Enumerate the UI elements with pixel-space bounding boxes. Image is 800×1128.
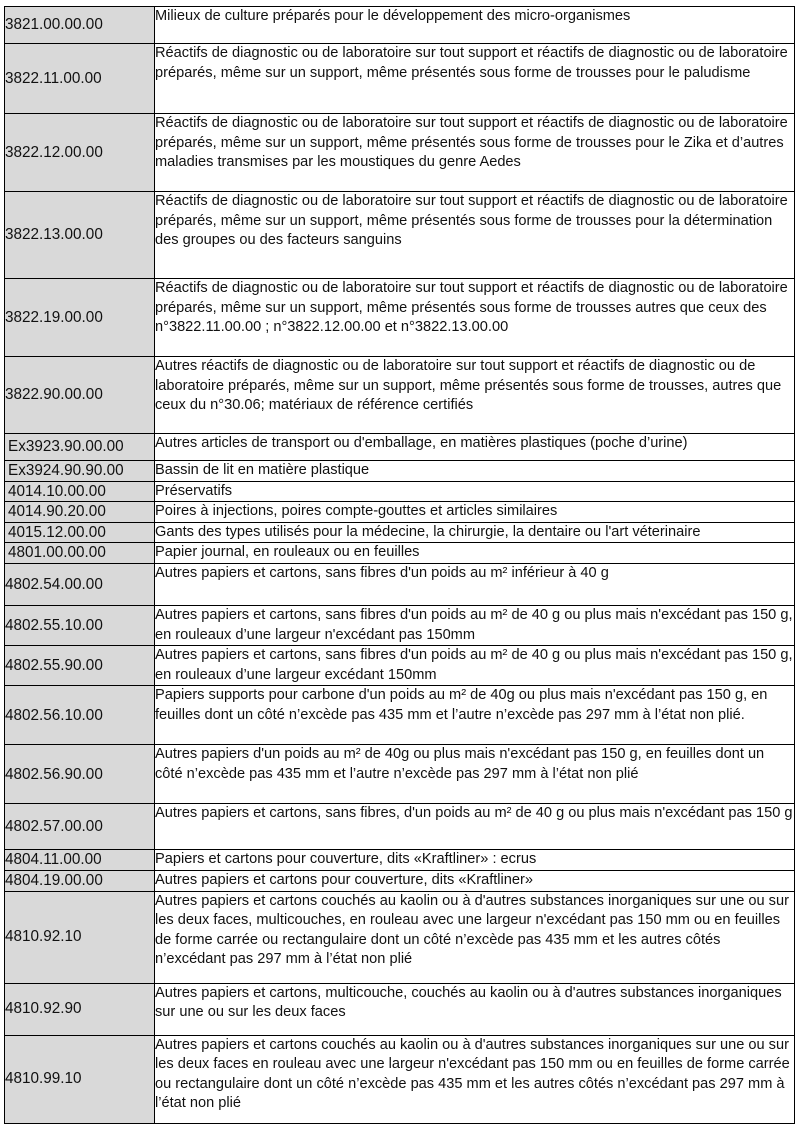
table-row — [5, 522, 795, 543]
tariff-description: Bassin de lit en matière plastique — [155, 461, 795, 482]
table-row — [5, 357, 795, 434]
tariff-description: Autres papiers et cartons, sans fibres d'un poids au m² de 40 g ou plus mais n'excédant pas 150 g, en rouleaux d’une largeur n'excédant pas 150mm — [155, 605, 795, 645]
tariff-description: Réactifs de diagnostic ou de laboratoire sur tout support et réactifs de diagnostic ou de laboratoire préparés, même sur un support, même présentés sous forme de trousses pour le Zika et d’autres maladies transmises par les moustiques du genre Aedes — [155, 114, 795, 192]
table-row — [5, 481, 795, 502]
table-row — [5, 502, 795, 523]
table-row — [5, 804, 795, 850]
tariff-code: 4802.55.10.00 — [5, 605, 155, 645]
tariff-description: Autres papiers et cartons, multicouche, couchés au kaolin ou à d'autres substances inorganiques sur une ou sur les deux faces — [155, 983, 795, 1035]
tariff-description: Autres papiers et cartons, sans fibres d'un poids au m² de 40 g ou plus mais n'excédant pas 150 g, en rouleaux d’une largeur excédant 150mm — [155, 646, 795, 686]
tariff-description: Papiers supports pour carbone d'un poids au m² de 40g ou plus mais n'excédant pas 150 g, en feuilles dont un côté n’excède pas 435 mm et l’autre n’excède pas 297 mm à l’état non plié. — [155, 686, 795, 745]
tariff-description: Réactifs de diagnostic ou de laboratoire sur tout support et réactifs de diagnostic ou de laboratoire préparés, même sur un support, même présentés sous forme de trousses autres que ceux des n°3822.11.00.00 ; n°3822.12.00.00 et n°3822.13.00.00 — [155, 279, 795, 357]
table-row — [5, 114, 795, 192]
tariff-description: Autres papiers et cartons pour couverture, dits «Kraftliner» — [155, 870, 795, 891]
table-row — [5, 605, 795, 645]
table-row — [5, 850, 795, 871]
tariff-description: Réactifs de diagnostic ou de laboratoire sur tout support et réactifs de diagnostic ou de laboratoire préparés, même sur un support, même présentés sous forme de trousses pour la détermination des groupes ou des facteurs sanguins — [155, 192, 795, 279]
tariff-code: 4014.90.20.00 — [5, 502, 155, 523]
table-row — [5, 1035, 795, 1123]
tariff-description: Autres articles de transport ou d'emballage, en matières plastiques (poche d’urine) — [155, 434, 795, 461]
tariff-code: 4804.19.00.00 — [5, 870, 155, 891]
tariff-description: Réactifs de diagnostic ou de laboratoire sur tout support et réactifs de diagnostic ou de laboratoire préparés, même sur un support, même présentés sous forme de trousses pour le paludisme — [155, 44, 795, 114]
table-row — [5, 44, 795, 114]
tariff-code: 4810.92.90 — [5, 983, 155, 1035]
tariff-code: 4802.55.90.00 — [5, 646, 155, 686]
tariff-code: 3822.19.00.00 — [5, 279, 155, 357]
table-row — [5, 745, 795, 804]
tariff-code: 4802.56.90.00 — [5, 745, 155, 804]
tariff-code: 3822.90.00.00 — [5, 357, 155, 434]
tariff-description: Préservatifs — [155, 481, 795, 502]
tariff-description: Poires à injections, poires compte-gouttes et articles similaires — [155, 502, 795, 523]
tariff-description: Autres papiers et cartons couchés au kaolin ou à d'autres substances inorganiques sur une ou sur les deux faces, multicouches, en rouleau avec une largeur n'excédant pas 150 mm ou en feuilles de forme carrée ou rectangulaire dont un côté n’excède pas 435 mm et les autres côtés n’excédant pas 297 mm à l’état non plié — [155, 891, 795, 983]
tariff-code: 3822.13.00.00 — [5, 192, 155, 279]
tariff-description: Autres papiers et cartons, sans fibres d'un poids au m² inférieur à 40 g — [155, 563, 795, 605]
tariff-description: Milieux de culture préparés pour le développement des micro-organismes — [155, 7, 795, 44]
table-row — [5, 192, 795, 279]
tariff-description: Autres réactifs de diagnostic ou de laboratoire sur tout support et réactifs de diagnostic ou de laboratoire préparés, même sur un support, même présentés sous forme de trousses, autres que ceux du n°30.06; matériaux de référence certifiés — [155, 357, 795, 434]
tariff-code: 4804.11.00.00 — [5, 850, 155, 871]
tariff-description: Papier journal, en rouleaux ou en feuilles — [155, 543, 795, 564]
table-row — [5, 7, 795, 44]
tariff-description: Gants des types utilisés pour la médecine, la chirurgie, la dentaire ou l'art véterinaire — [155, 522, 795, 543]
tariff-code: 3822.11.00.00 — [5, 44, 155, 114]
table-row — [5, 686, 795, 745]
table-row — [5, 870, 795, 891]
tariff-document — [4, 6, 794, 1124]
table-row — [5, 563, 795, 605]
table-row — [5, 891, 795, 983]
table-row — [5, 434, 795, 461]
table-row — [5, 543, 795, 564]
tariff-code: 4810.99.10 — [5, 1035, 155, 1123]
tariff-description: Autres papiers et cartons couchés au kaolin ou à d'autres substances inorganiques sur une ou sur les deux faces en rouleau avec une largeur n'excédant pas 150 mm ou en feuilles de forme carrée ou rectangulaire dont un côté n’excède pas 435 mm et les autres côtés n’excédant pas 297 mm à l’état non plié — [155, 1035, 795, 1123]
table-row — [5, 646, 795, 686]
tariff-code: 4802.56.10.00 — [5, 686, 155, 745]
tariff-code: 4802.57.00.00 — [5, 804, 155, 850]
tariff-description: Autres papiers et cartons, sans fibres, d'un poids au m² de 40 g ou plus mais n'excédant pas 150 g — [155, 804, 795, 850]
table-row — [5, 461, 795, 482]
tariff-table — [4, 6, 795, 1124]
tariff-description: Papiers et cartons pour couverture, dits «Kraftliner» : ecrus — [155, 850, 795, 871]
tariff-code: 3822.12.00.00 — [5, 114, 155, 192]
tariff-code: 4015.12.00.00 — [5, 522, 155, 543]
tariff-code: 4801.00.00.00 — [5, 543, 155, 564]
tariff-code: 4014.10.00.00 — [5, 481, 155, 502]
tariff-code: Ex3924.90.90.00 — [5, 461, 155, 482]
tariff-description: Autres papiers d'un poids au m² de 40g ou plus mais n'excédant pas 150 g, en feuilles dont un côté n’excède pas 435 mm et l’autre n’excède pas 297 mm à l’état non plié — [155, 745, 795, 804]
table-row — [5, 983, 795, 1035]
tariff-code: Ex3923.90.00.00 — [5, 434, 155, 461]
tariff-code: 4810.92.10 — [5, 891, 155, 983]
tariff-code: 4802.54.00.00 — [5, 563, 155, 605]
tariff-code: 3821.00.00.00 — [5, 7, 155, 44]
table-row — [5, 279, 795, 357]
